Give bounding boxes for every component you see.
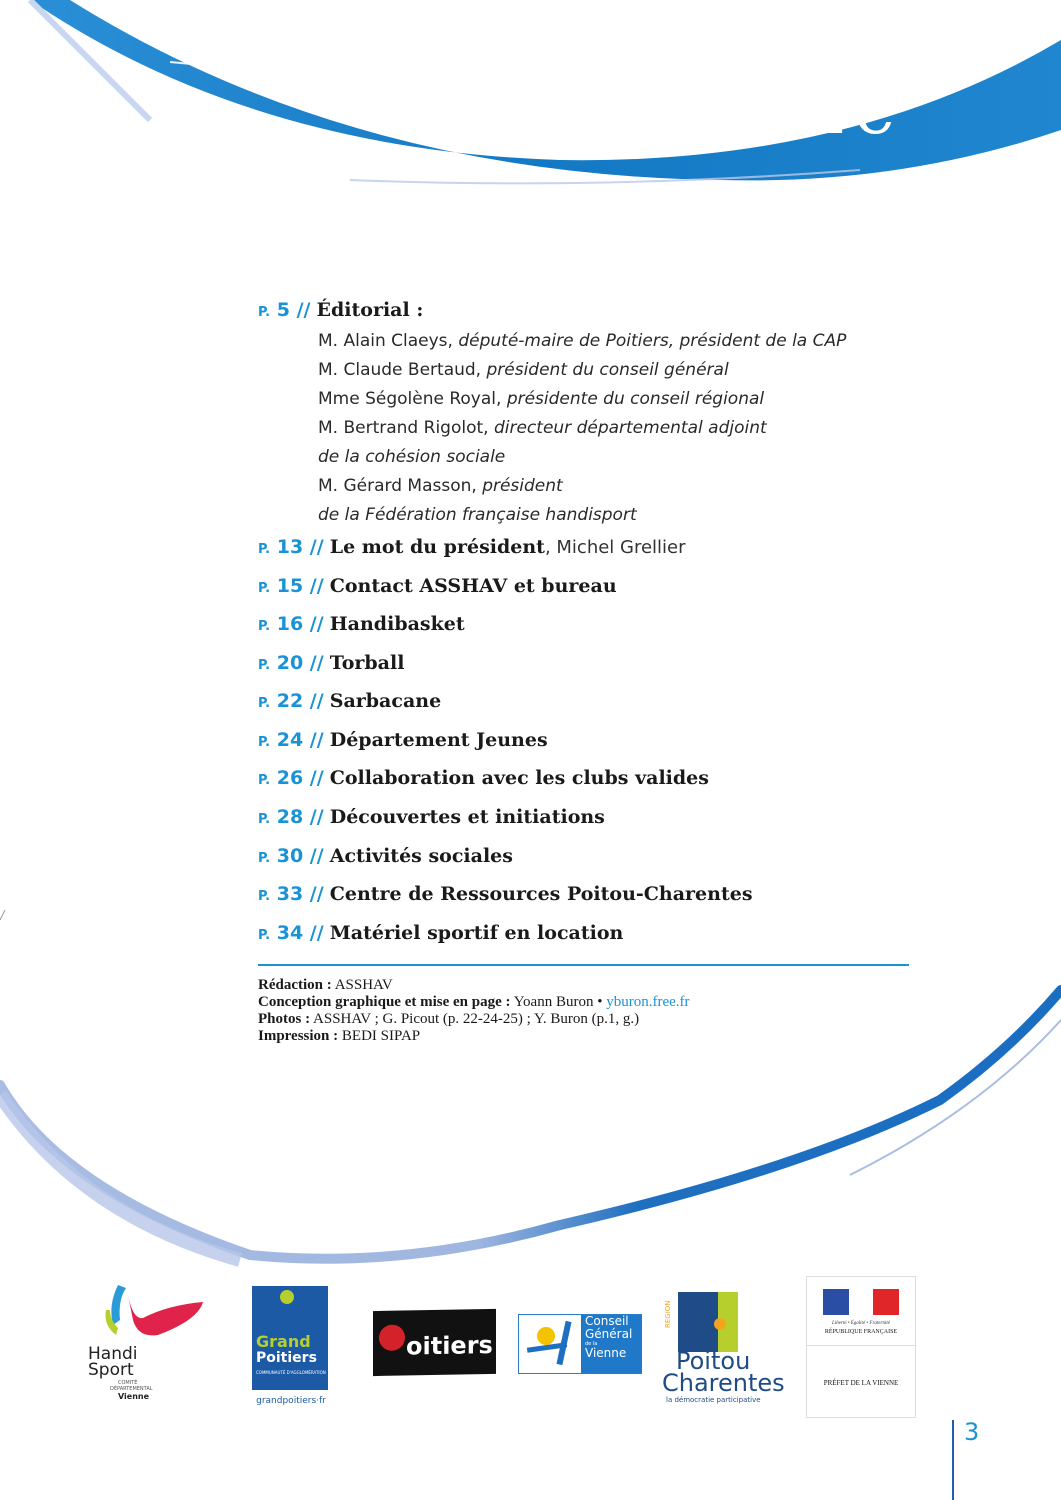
toc-entry[interactable]: P. 20 // Torball: [258, 652, 405, 674]
toc-entry[interactable]: P. 34 // Matériel sportif en location: [258, 922, 624, 944]
editorial-line: M. Alain Claeys, député-maire de Poitiers, président de la CAP: [318, 331, 847, 351]
toc-entry-title: Collaboration avec les clubs valides: [329, 767, 709, 789]
editorial-line: M. Gérard Masson, président: [318, 476, 563, 496]
toc-entry-title: Matériel sportif en location: [329, 922, 624, 944]
toc-entry-title: Activités sociales: [329, 845, 513, 867]
toc-entry-title: Le mot du président: [329, 536, 545, 558]
conseil-general-logo: Conseil Général de la Vienne: [518, 1314, 642, 1374]
page-title: Sommaire: [530, 68, 896, 150]
toc-entry-title: Découvertes et initiations: [329, 806, 605, 828]
page-number: 3: [964, 1418, 980, 1446]
poitiers-logo: oitiers: [373, 1309, 496, 1376]
page-number-rule: [952, 1420, 954, 1500]
handisport-logo: Handi Sport COMITÉ DÉPARTEMENTAL Vienne: [88, 1280, 208, 1410]
toc-entry[interactable]: P. 13 // Le mot du président, Michel Grellier: [258, 536, 686, 558]
credits: Rédaction : ASSHAV Conception graphique et mise en page : Yoann Buron • yburon.free.fr Photos : ASSHAV ; G. Picout (p. 22-24-25) ; Y. Buron (p.1, g.) Impression : BEDI SIPAP: [258, 977, 690, 1044]
editorial-line: Mme Ségolène Royal, présidente du conseil régional: [318, 389, 765, 409]
toc-entry-title: Sarbacane: [329, 690, 442, 712]
editorial-line: de la cohésion sociale: [318, 447, 506, 467]
toc-entry[interactable]: P. 24 // Département Jeunes: [258, 729, 548, 751]
toc-entry[interactable]: P. 26 // Collaboration avec les clubs valides: [258, 767, 709, 789]
partner-logos: [0, 1270, 1061, 1430]
toc-entry-title: Centre de Ressources Poitou-Charentes: [329, 883, 753, 905]
toc-entry[interactable]: P. 15 // Contact ASSHAV et bureau: [258, 575, 617, 597]
toc-entry[interactable]: P. 28 // Découvertes et initiations: [258, 806, 605, 828]
toc-editorial: [258, 296, 918, 530]
editorial-line: M. Bertrand Rigolot, directeur départemental adjoint: [318, 418, 767, 438]
toc-entry[interactable]: P. 22 // Sarbacane: [258, 690, 442, 712]
toc-entry-title: Éditorial :: [316, 299, 424, 321]
toc-entry[interactable]: P. 16 // Handibasket: [258, 613, 465, 635]
grand-poitiers-logo: Grand Poitiers COMMUNAUTÉ D'AGGLOMÉRATION grandpoitiers·fr: [252, 1286, 330, 1406]
designer-link[interactable]: yburon.free.fr: [606, 994, 690, 1010]
toc-entry-editorial[interactable]: [258, 296, 918, 327]
toc-entry-title: Torball: [329, 652, 405, 674]
prefet-logo: Liberté • Égalité • Fraternité RÉPUBLIQUE FRANÇAISE PRÉFET DE LA VIENNE: [806, 1276, 916, 1418]
page-ref: P. 5 //: [258, 299, 311, 321]
editorial-line: M. Claude Bertaud, président du conseil général: [318, 360, 729, 380]
toc-entry[interactable]: P. 33 // Centre de Ressources Poitou-Charentes: [258, 883, 753, 905]
poitou-charentes-logo: REGION Poitou Charentes la démocratie participative: [662, 1288, 786, 1406]
toc-entry-title: Département Jeunes: [329, 729, 548, 751]
handisport-emblem-icon: [88, 1280, 208, 1340]
toc-entry-title: Handibasket: [329, 613, 465, 635]
divider: [258, 964, 909, 966]
editorial-line: de la Fédération française handisport: [318, 505, 637, 525]
toc-entry-title: Contact ASSHAV et bureau: [329, 575, 617, 597]
toc-entry[interactable]: P. 30 // Activités sociales: [258, 845, 513, 867]
